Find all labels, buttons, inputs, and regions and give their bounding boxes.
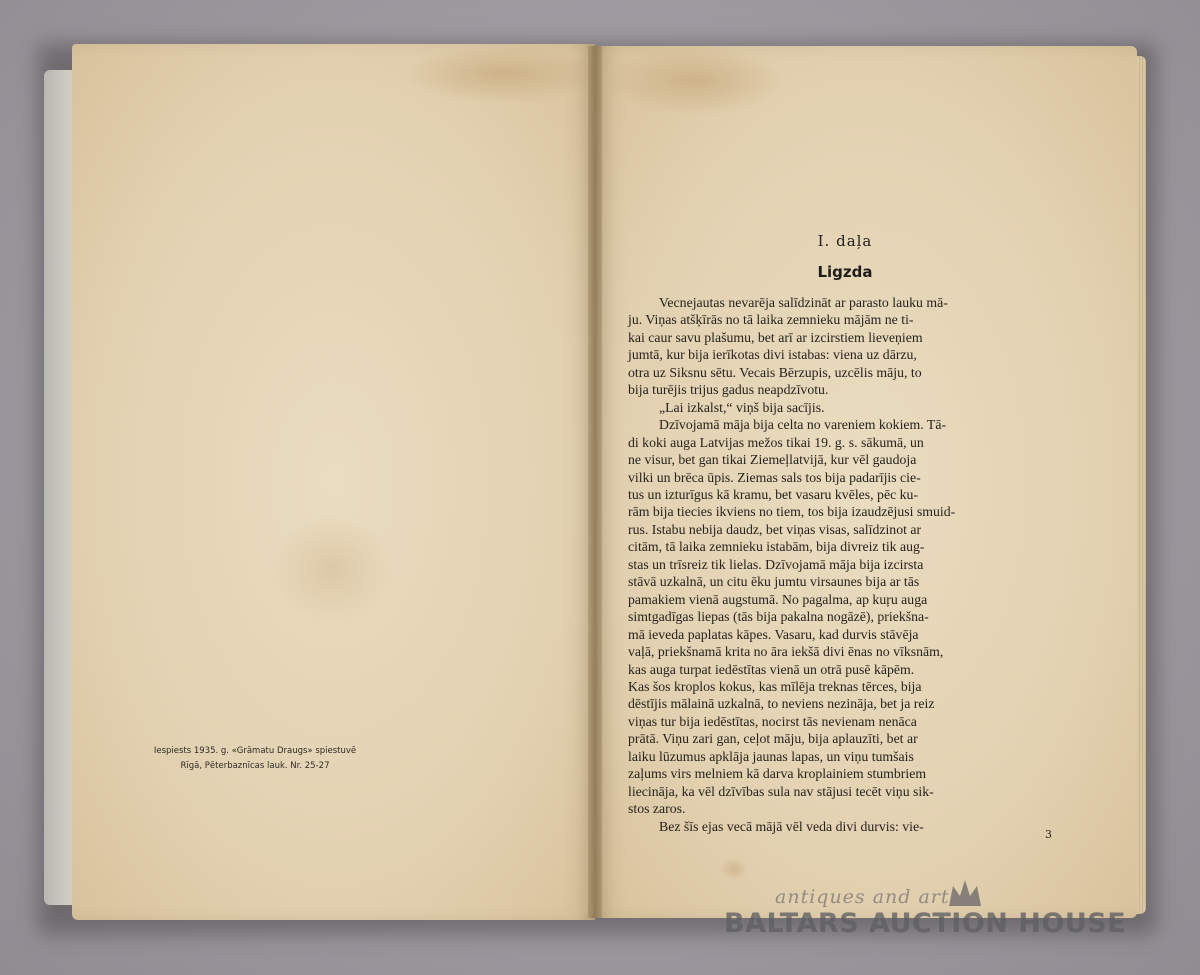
text-line: „Lai izkalst,“ viņš bija sacījis. [659, 399, 825, 415]
text-line: otra uz Siksnu sētu. Vecais Bērzupis, uzcēlis māju, to [628, 364, 922, 380]
text-line: Vecnejautas nevarēja salīdzināt ar parasto lauku mā- [659, 295, 948, 310]
text-line: Bez šīs ejas vecā mājā vēl veda divi durvis: vie- [659, 818, 924, 834]
text-line: ju. Viņas atšķīrās no tā laika zemnieku mājām ne ti- [628, 312, 914, 328]
watermark-brand: BALTARS AUCTION HOUSE [724, 908, 1127, 939]
watermark-tagline: antiques and art [775, 886, 950, 908]
text-line: jumtā, kur bija ierīkotas divi istabas: viena uz dārzu, [628, 347, 917, 363]
text-line: zaļums virs melniem kā darva kroplainiem stumbriem [628, 766, 927, 782]
text-line: viņas tur bija iedēstītas, nocirst tās nevienam nenāca [628, 713, 917, 729]
text-line: di koki auga Latvijas mežos tikai 19. g. s. sākumā, un [628, 434, 924, 450]
water-stain [272, 514, 392, 624]
water-stain [402, 44, 602, 104]
text-line: simtgadīgas liepas (tās bija pakalna nogāzē), priekšna- [628, 609, 929, 625]
text-line: laiku lūzumus apklāja jaunas lapas, un viņu tumšais [628, 748, 914, 764]
book-gutter [588, 46, 602, 918]
text-line: stāvā uzkalnā, un citu ēku jumtu virsaunes bija ar tās [628, 574, 920, 590]
water-stain [605, 46, 785, 116]
printer-imprint [150, 744, 360, 774]
text-line: tus un izturīgus kā kramu, bet vasaru kvēles, pēc ku- [628, 486, 919, 502]
text-line: dēstījis mālainā uzkalnā, to neviens nezināja, bet ja reiz [628, 696, 935, 712]
text-line: rus. Istabu nebija daudz, bet viņas visas, salīdzinot ar [628, 521, 922, 537]
chapter-title: Ligzda [817, 263, 873, 281]
text-line: kas auga turpat iedēstītas vienā un otrā pusē kāpēm. [628, 661, 915, 677]
text-line: pamakiem vienā augstumā. No pagalma, ap kuŗu auga [628, 591, 928, 607]
text-line: stas un trīsreiz tik lielas. Dzīvojamā māja bija izcirsta [628, 556, 924, 572]
text-line: citām, tā laika zemnieku istabām, bija divreiz tik aug- [628, 539, 925, 555]
text-line: vilki un brēca ūpis. Ziemas sals tos bija padarījis cie- [628, 469, 921, 485]
imprint-line: Rīgā, Pēterbaznīcas lauk. Nr. 25-27 [180, 761, 330, 771]
text-line: kai caur savu plašumu, bet arī ar izcirstiem lieveņiem [628, 329, 923, 345]
text-line: mā ieveda paplatas kāpes. Vasaru, kad durvis stāvēja [628, 626, 919, 642]
page-number: 3 [1045, 828, 1052, 841]
left-page [72, 44, 595, 920]
part-heading: I. daļa [817, 232, 873, 250]
body-text [628, 294, 1058, 835]
imprint-line: Iespiests 1935. g. «Grāmatu Draugs» spiestuvē [153, 746, 357, 756]
text-line: bija turējis trijus gadus neapdzīvotu. [628, 382, 829, 398]
text-line: liecināja, ka vēl dzīvības sula nav stājusi tecēt viņu sik- [628, 783, 934, 799]
text-line: Dzīvojamā māja bija celta no vareniem kokiem. Tā- [659, 417, 947, 433]
text-line: rām bija tiecies ikviens no tiem, tos bija izaudzējusi smuid- [628, 504, 956, 520]
text-line: Kas šos kroplos kokus, kas mīlēja treknas tērces, bija [628, 678, 922, 694]
water-stain [720, 858, 748, 880]
text-line: ne visur, bet gan tikai Ziemeļlatvijā, kur vēl gaudoja [628, 452, 917, 468]
text-line: prātā. Viņu zari gan, ceļot māju, bija aplauzīti, bet ar [628, 731, 918, 747]
text-line: stos zaros. [628, 801, 686, 817]
text-line: vaļā, priekšnamā krita no āra iekšā divi ēnas no vīksnām, [628, 644, 944, 660]
